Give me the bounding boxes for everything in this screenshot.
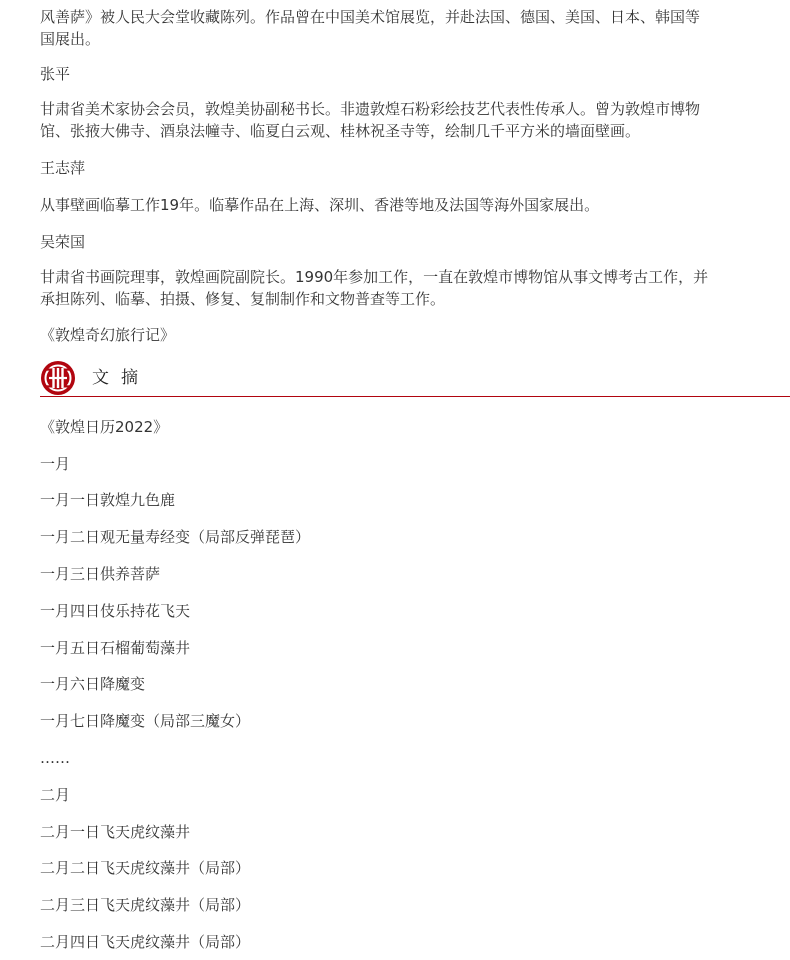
- section-title: 文摘: [92, 368, 150, 388]
- calendar-entry: 二月三日飞天虎纹藻井（局部）: [40, 896, 251, 914]
- calendar-entry: 一月四日伎乐持花飞天: [40, 602, 191, 620]
- calendar-entry: ……: [40, 749, 70, 767]
- person-name: 王志萍: [40, 159, 86, 177]
- calendar-entry: 二月四日飞天虎纹藻井（局部）: [40, 933, 251, 951]
- calendar-entry: 一月: [40, 455, 71, 473]
- calendar-entry: 二月二日飞天虎纹藻井（局部）: [40, 859, 251, 877]
- excerpt-book-title: 《敦煌日历2022》: [40, 418, 169, 436]
- intro-text-line: 风善萨》被人民大会堂收藏陈列。作品曾在中国美术馆展览，并赴法国、德国、美国、日本、韩国等: [40, 8, 701, 26]
- person-bio-line: 从事壁画临摹工作19年。临摹作品在上海、深圳、香港等地及法国等海外国家展出。: [40, 196, 600, 214]
- person-name: 张平: [40, 65, 71, 83]
- calendar-entry: 一月二日观无量寿经变（局部反弹琵琶）: [40, 528, 311, 546]
- calendar-entry: 二月一日飞天虎纹藻井: [40, 823, 191, 841]
- calendar-entry: 一月六日降魔变: [40, 675, 146, 693]
- person-bio-line: 甘肃省书画院理事，敦煌画院副院长。1990年参加工作，一直在敦煌市博物馆从事文博考古工作，并: [40, 268, 709, 286]
- calendar-entry: 一月三日供养菩萨: [40, 565, 161, 583]
- intro-text-line: 国展出。: [40, 30, 101, 48]
- calendar-entry: 一月五日石榴葡萄藻井: [40, 639, 191, 657]
- person-bio-line: 馆、张掖大佛寺、酒泉法幢寺、临夏白云观、桂林祝圣寺等，绘制几千平方米的墙面壁画。: [40, 122, 641, 140]
- calendar-entry: 二月: [40, 786, 71, 804]
- calendar-entry: 一月七日降魔变（局部三魔女）: [40, 712, 251, 730]
- person-bio-line: 甘肃省美术家协会会员，敦煌美协副秘书长。非遗敦煌石粉彩绘技艺代表性传承人。曾为敦煌市博物: [40, 100, 701, 118]
- person-name: 吴荣国: [40, 233, 86, 251]
- citic-emblem-icon: [40, 360, 76, 396]
- calendar-entry: 一月一日敦煌九色鹿: [40, 491, 176, 509]
- section-header: [40, 360, 790, 397]
- book-title: 《敦煌奇幻旅行记》: [40, 326, 176, 344]
- person-bio-line: 承担陈列、临摹、拍摄、修复、复制制作和文物普查等工作。: [40, 290, 446, 308]
